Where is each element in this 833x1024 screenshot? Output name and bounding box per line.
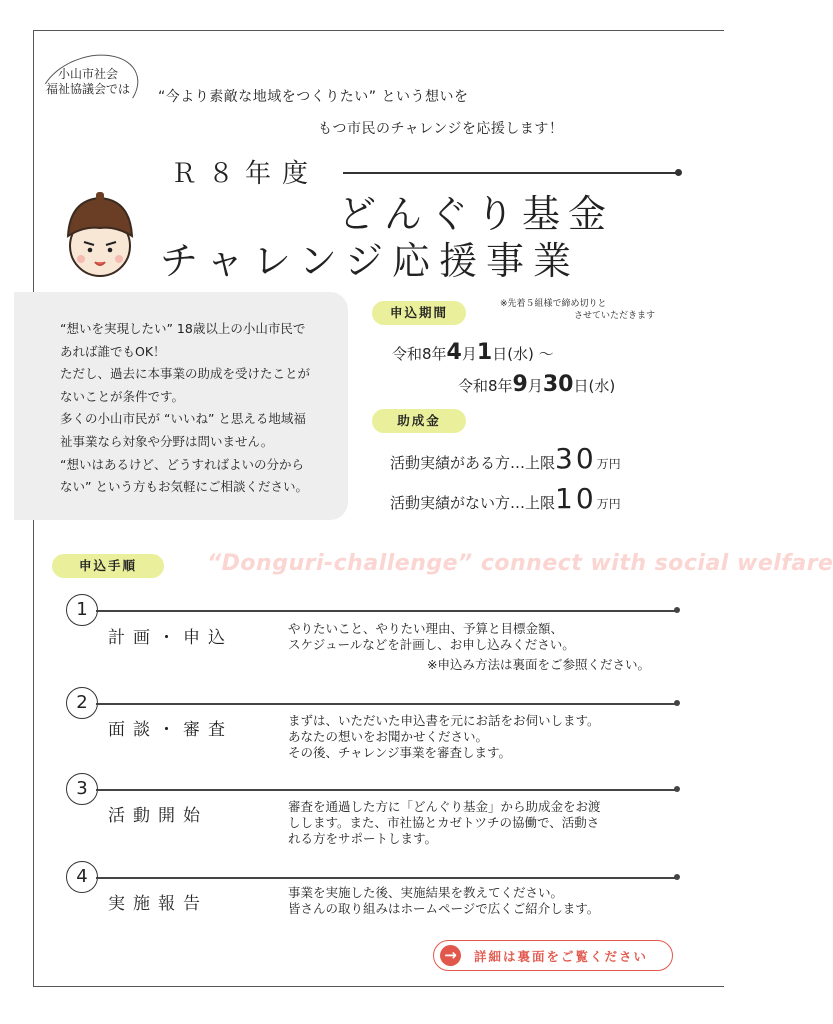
step-4-rule (96, 877, 676, 879)
step-3-title: 活動開始 (108, 806, 208, 826)
intro-text: “想いを実現したい” 18歳以上の小山市民で あれば誰でもOK！ ただし、過去に本事業の助成を受けたことが ないことが条件です。 多くの小山市民が “いいね” と思える地域福 祉事業なら対象や分野は問いません。 “想いはあるけど、どうすればよいの分から ない” という方もお気軽にご相談ください。 (60, 321, 311, 495)
step-2-title: 面談・審査 (108, 720, 233, 740)
step-1-rule (96, 610, 676, 612)
step-3-dot (674, 786, 680, 792)
step-3-number: 3 (66, 773, 98, 805)
arrow-right-icon: → (440, 945, 461, 966)
period-start: 令和8年4月1日(水) ～ (392, 340, 554, 365)
details-button-label: 詳細は裏面をご覧ください (474, 949, 649, 964)
step-3-description: 審査を通過した方に「どんぐり基金」から助成金をお渡 しします。また、市社協とカゼトツチの協働で、活動さ れる方をサポートします。 (288, 799, 601, 846)
step-1-description: やりたいこと、やりたい理由、予算と目標金額、 スケジュールなどを計画し、お申し込みください。 ※申込み方法は裏面をご参照ください。 (288, 621, 650, 672)
step-2-rule (96, 703, 676, 705)
step-2-number: 2 (66, 687, 98, 719)
slogan-line-2: もつ市民のチャレンジを応援します！ (318, 121, 564, 137)
step-4-title: 実施報告 (108, 894, 208, 914)
grant-with-record: 活動実績がある方…上限30万円 (390, 442, 621, 475)
period-label: 申込期間 (372, 301, 466, 325)
fiscal-year: Ｒ８年度 (171, 159, 320, 189)
deadline-note: ※先着５組様で締め切りと させていただきます (500, 299, 656, 321)
tagline: “Donguri-challenge” connect with social welfare (207, 551, 833, 576)
org-name: 小山市社会 福祉協議会では (45, 67, 130, 96)
slogan-line-1: “今より素敵な地域をつくりたい” という想いを (158, 89, 469, 105)
grant-label: 助成金 (372, 409, 466, 433)
title-rule-dot (675, 169, 682, 176)
step-3-rule (96, 789, 676, 791)
period-end: 令和8年9月30日(水) (458, 372, 616, 397)
title-rule (343, 172, 677, 174)
step-2-description: まずは、いただいた申込書を元にお話をお伺いします。 あなたの想いをお聞かせください。 その後、チャレンジ事業を審査します。 (288, 713, 600, 760)
procedure-label: 申込手順 (52, 554, 164, 578)
step-4-number: 4 (66, 861, 98, 893)
step-1-dot (674, 607, 680, 613)
acorn-mascot-icon (62, 192, 138, 278)
step-2-dot (674, 700, 680, 706)
main-title-line-1: どんぐり基金 (338, 192, 615, 236)
step-4-dot (674, 874, 680, 880)
step-4-description: 事業を実施した後、実施結果を教えてください。 皆さんの取り組みはホームページで広くご紹介します。 (288, 885, 600, 916)
step-1-number: 1 (66, 594, 98, 626)
main-title-line-2: チャレンジ応援事業 (160, 239, 580, 283)
details-on-back-button[interactable] (433, 940, 673, 971)
grant-without-record: 活動実績がない方…上限10万円 (390, 482, 621, 515)
step-1-title: 計画・申込 (108, 628, 233, 648)
